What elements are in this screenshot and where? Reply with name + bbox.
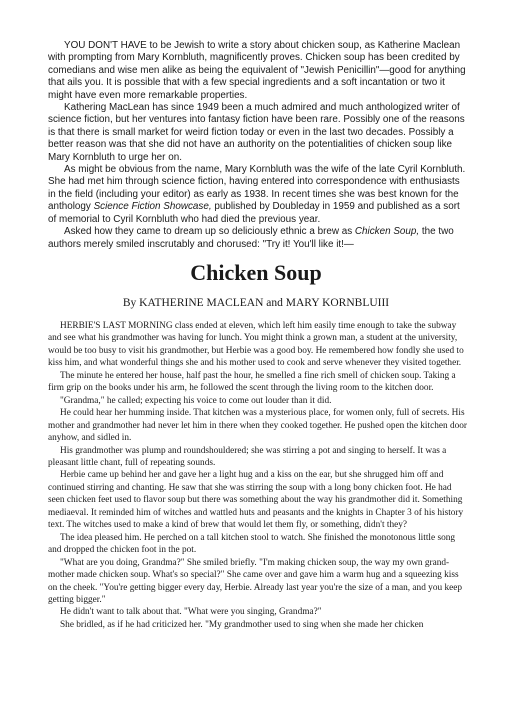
- anthology-title: Science Fiction Showcase,: [93, 201, 212, 213]
- story-paragraph: He could hear her humming inside. That kitchen was a mysterious place, for women only, full of secrets. His mother and grandmother had never let him in there when they cooked together. He pushed open the kitchen door anyhow, and sidled in.: [48, 408, 468, 444]
- story-body: [48, 320, 470, 631]
- story-byline: By KATHERINE MACLEAN and MARY KORNBLUIII: [122, 297, 390, 309]
- intro-paragraph-3-text: As might be obvious from the name, Mary Kornbluth was the wife of the late Cyril Kornbluth. She had met him through science fiction, having entered into correspondence with enthusiasts in the field (including your editor) as early as 1938. In recent times she was best known for the anthology: [48, 164, 466, 213]
- intro-paragraph-4: [48, 226, 470, 251]
- story-paragraph: His grandmother was plump and roundshouldered; she was stirring a pot and singing to herself. It was a pleasant little chant, full of repeating sounds.: [48, 445, 447, 468]
- story-title: Chicken Soup: [190, 260, 322, 285]
- story-paragraph: "What are you doing, Grandma?" She smiled briefly. "I'm making chicken soup, the way my own grand- mother made chicken soup. What's so special?" She came over and gave him a warm hug and a squeezing kiss on the cheek. "You're getting bigger every day, Herbie. Already last year you're the size of a man, and you keep getting bigger.": [48, 557, 463, 605]
- story-paragraph: She bridled, as if he had criticized her. "My grandmother used to sing when she made her chicken: [60, 619, 424, 630]
- intro-paragraph-2: Kathering MacLean has since 1949 been a much admired and much anthologized writer of science fiction, but her ventures into fantasy fiction have been rare. Possibly one of the reasons is that there is small market for weird fiction today or even in the last two decades. Possibly a better reason was that she did not have an authority on the potentialities of chicken soup like Mary Kornbluth to urge her on.: [48, 102, 465, 163]
- story-paragraph: Herbie came up behind her and gave her a light hug and a kiss on the ear, but she shrugged him off and continued stirring and chanting. He saw that she was stirring the soup with a long bony chicken foot. He had seen chicken feet used to flavor soup but there was something about the way his grandmother did it. Something mediaeval. It reminded him of witches and wattled huts and peasants and the knights in Chapter 3 of his history text. The witches used to make a kind of brew that would let them fly, or something, didn't they?: [48, 470, 464, 531]
- intro-paragraph-4-text-end: the two authors merely smiled inscrutably and chorused: "Try it! You'll like it!—: [48, 226, 454, 250]
- story-paragraph: The idea pleased him. He perched on a tall kitchen stool to watch. She finished the monotonous little song and dropped the chicken foot in the pot.: [48, 532, 456, 556]
- intro-paragraph-3-text-end: published by Doubleday in 1959 and published as a sort of memorial to Cyril Kornbluth who had died the previous year.: [48, 201, 460, 225]
- intro-paragraph-3: [48, 164, 470, 226]
- editor-introduction: [48, 40, 470, 251]
- intro-paragraph-4-text: Asked how they came to dream up so deliciously ethnic a brew as: [64, 226, 355, 238]
- story-title-reference: Chicken Soup,: [354, 226, 420, 238]
- story-paragraph: He didn't want to talk about that. "What were you singing, Grandma?": [60, 607, 322, 618]
- story-paragraph: "Grandma," he called; expecting his voice to come out louder than it did.: [60, 395, 332, 406]
- story-paragraph: HERBIE'S LAST MORNING class ended at eleven, which left him easily time enough to take the subway and see what his grandmother was having for lunch. You might think a grown man, a student at the university, would be too busy to visit his grandmother, but Herbie was a good boy. He remembered how fondly she used to kiss him, and what wonderful things she and his mother used to cook and serve whenever they visited together.: [48, 321, 464, 369]
- story-paragraph: The minute he entered her house, half past the hour, he smelled a fine rich smell of chicken soup. Taking a firm grip on the books under his arm, he followed the scent through the living room to the kitchen door.: [48, 370, 456, 394]
- intro-paragraph-1: YOU DON'T HAVE to be Jewish to write a story about chicken soup, as Katherine Maclean with prompting from Mary Kornbluth, magnificently proves. Chicken soup has been credited by comedians and wise men alike as being the equivalent of "Jewish Penicillin"—good for anything that ails you. It is possible that with a few special ingredients and a soft incantation or two it might have even more remarkable properties.: [48, 40, 466, 101]
